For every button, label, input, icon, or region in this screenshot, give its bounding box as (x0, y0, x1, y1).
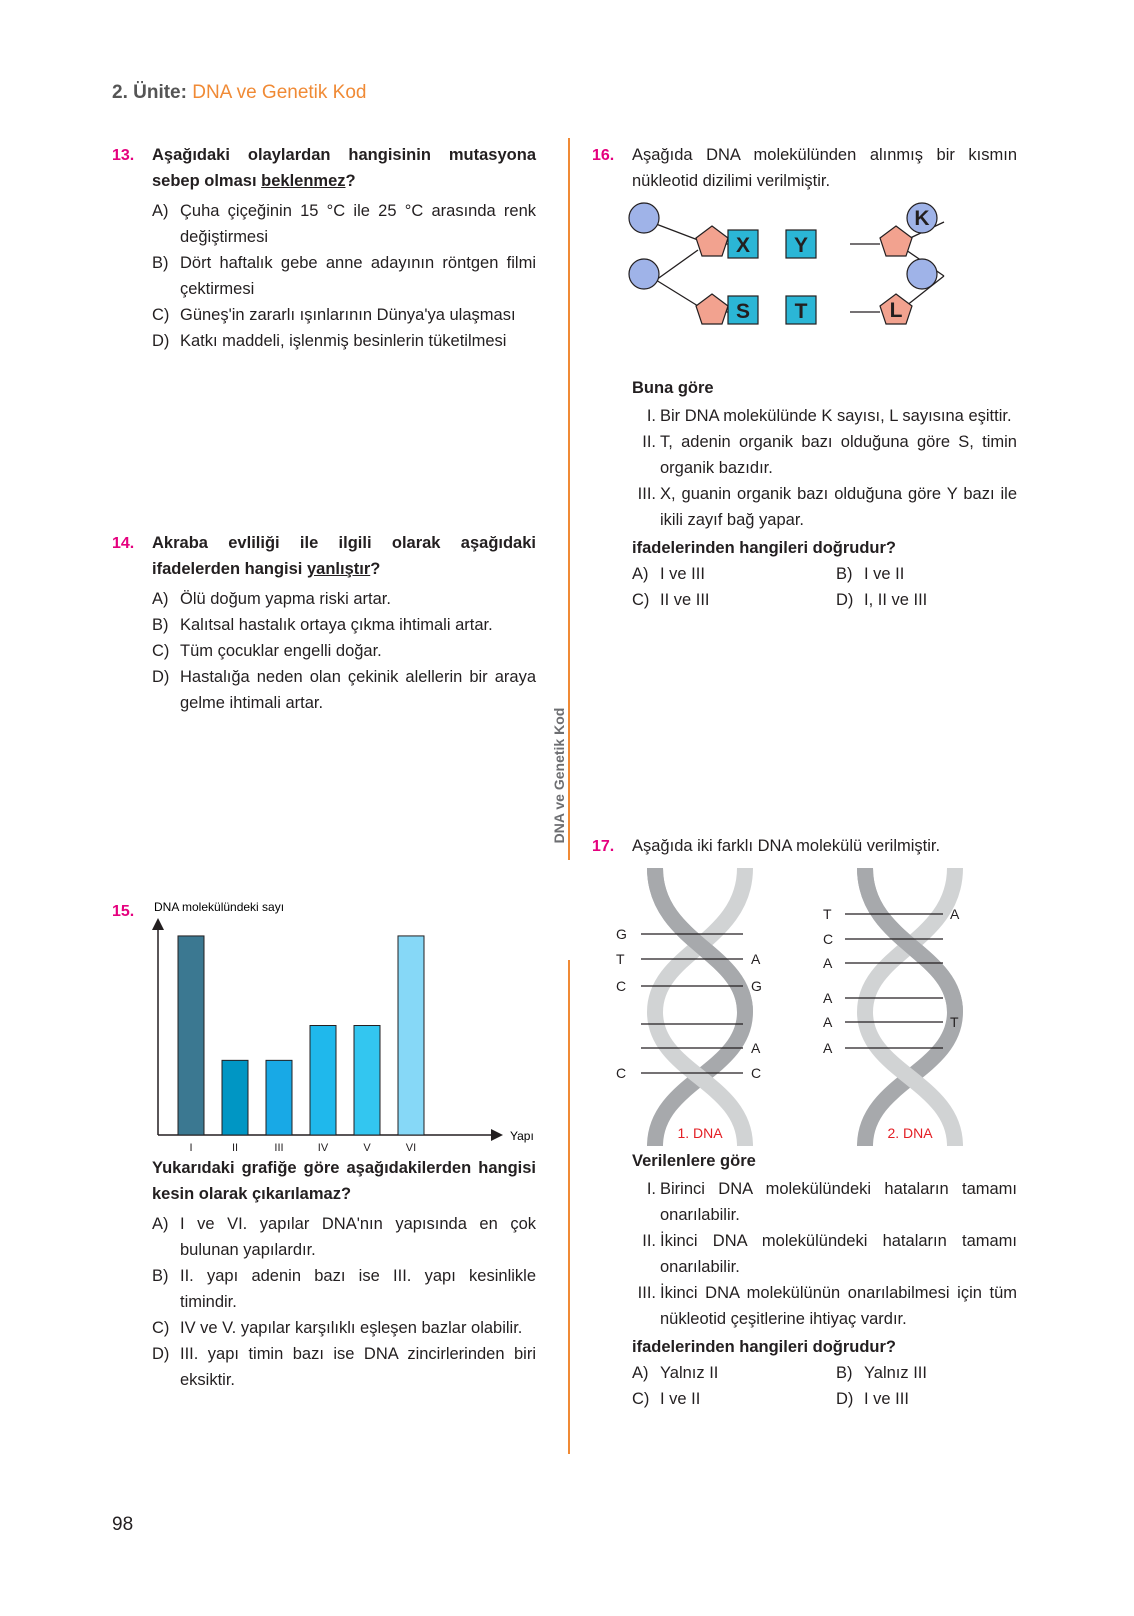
question-16-body (632, 375, 1017, 613)
bar-chart (140, 895, 550, 1170)
phosphate-circle (629, 203, 659, 233)
q17-statement-3: III. İkinci DNA molekülünün onarılabilmesi için tüm nükleotid çeşitlerine ihtiyaç vardır. (637, 1284, 1017, 1328)
base-label-y: Y (793, 234, 809, 257)
q14-stem-underlined: yanlıştır (306, 560, 371, 578)
q17-statement-1: I. Birinci DNA molekülündeki hataların tamamı onarılabilir. (646, 1180, 1017, 1224)
q16-question: ifadelerinden hangileri doğrudur? (632, 539, 897, 557)
q13-option-a: A) Çuha çiçeğinin 15 °C ile 25 °C arasında renk değiştirmesi (152, 202, 536, 246)
dna-1-helix (655, 868, 745, 1146)
dna2-right-base: T (950, 1014, 959, 1030)
question-17-body (632, 1148, 1017, 1412)
dna2-left-base: T (823, 906, 832, 922)
bar-VI (398, 936, 424, 1135)
label-l: L (889, 299, 903, 322)
column-divider-bottom (568, 960, 570, 1454)
q16-option-d: D) I, II ve III (836, 591, 928, 609)
q17-option-b: B) Yalnız III (836, 1364, 927, 1382)
phosphate-circle (907, 259, 937, 289)
q14-option-c: C) Tüm çocuklar engelli doğar. (152, 642, 382, 660)
sugar-pentagon (696, 294, 728, 324)
dna2-left-base: A (823, 955, 833, 971)
dna1-left-base: C (616, 978, 627, 994)
q13-stem: Aşağıdaki olaylardan hangisinin mutasyona sebep olması beklenmez? (152, 146, 536, 190)
dna1-right-base: C (751, 1065, 762, 1081)
q16-statement-1: I. Bir DNA molekülünde K sayısı, L sayısına eşittir. (646, 407, 1012, 425)
page-header (112, 82, 367, 104)
x-tick-label-III: III (274, 1142, 284, 1154)
sugar-pentagon (880, 226, 912, 256)
q17-intro: Aşağıda iki farklı DNA molekülü verilmiştir. (632, 837, 941, 855)
q14-option-d: D) Hastalığa neden olan çekinik alellerin bir araya gelme ihtimali artar. (152, 668, 536, 712)
q16-statement-3: III. X, guanin organik bazı olduğuna göre Y bazı ile ikili zayıf bağ yapar. (637, 485, 1017, 529)
x-tick-label-V: V (363, 1142, 371, 1154)
x-tick-label-IV: IV (317, 1142, 329, 1154)
dna2-label: 2. DNA (887, 1125, 933, 1141)
q16-number: 16. (592, 147, 615, 164)
dna2-right-base: A (950, 906, 960, 922)
chart-x-axis-label: Yapı (510, 1129, 534, 1143)
q16-option-a: A) I ve III (632, 565, 705, 583)
bar-II (222, 1060, 248, 1135)
q14-stem: Akraba evliliği ile ilgili olarak aşağıdaki ifadelerden hangisi yanlıştır? (152, 534, 536, 578)
base-label-s: S (735, 300, 751, 323)
q17-number: 17. (592, 838, 615, 855)
chart-y-axis-label: DNA molekülündeki sayı (154, 900, 285, 914)
q13-option-b: B) Dört haftalık gebe anne adayının röntgen filmi çektirmesi (152, 254, 536, 298)
q13-option-d: D) Katkı maddeli, işlenmiş besinlerin tüketilmesi (152, 332, 507, 350)
side-label: DNA ve Genetik Kod (551, 707, 567, 844)
base-label-x: X (735, 234, 751, 257)
q13-stem-underlined: beklenmez (261, 172, 346, 190)
dna2-left-base: A (823, 1014, 833, 1030)
q17-statement-2: II. İkinci DNA molekülündeki hataların tamamı onarılabilir. (642, 1232, 1017, 1276)
q15-option-d: D) III. yapı timin bazı ise DNA zincirlerinden biri eksiktir. (152, 1345, 536, 1389)
q14-number: 14. (112, 535, 135, 552)
base-label-t: T (794, 300, 808, 323)
sugar-pentagon (696, 226, 728, 256)
q16-option-b: B) I ve II (836, 565, 905, 583)
dna1-right-base: A (751, 1040, 761, 1056)
question-15 (152, 1155, 536, 1393)
x-tick-label-I: I (189, 1142, 193, 1154)
label-k: K (914, 207, 930, 230)
q13-number: 13. (112, 147, 135, 164)
q15-question: Yukarıdaki grafiğe göre aşağıdakilerden hangisi kesin olarak çıkarılamaz? (152, 1159, 536, 1203)
bar-I (178, 936, 204, 1135)
page-number: 98 (112, 1514, 134, 1535)
q16-statement-2: II. T, adenin organik bazı olduğuna göre S, timin organik bazıdır. (642, 433, 1017, 477)
q13-option-c: C) Güneş'in zararlı ışınlarının Dünya'ya ulaşması (152, 306, 516, 324)
q16-option-c: C) II ve III (632, 591, 710, 609)
q15-option-b: B) II. yapı adenin bazı ise III. yapı kesinlikle timindir. (152, 1267, 536, 1311)
q14-option-b: B) Kalıtsal hastalık ortaya çıkma ihtimali artar. (152, 616, 493, 634)
dna2-left-base: A (823, 990, 833, 1006)
bar-V (354, 1026, 380, 1135)
dna1-left-base: C (616, 1065, 627, 1081)
q17-option-c: C) I ve II (632, 1390, 701, 1408)
bar-IV (310, 1026, 336, 1135)
dna2-left-base: C (823, 931, 834, 947)
question-13 (152, 142, 536, 354)
unit-label: 2. Ünite: (112, 82, 187, 103)
dna1-left-base: T (616, 951, 625, 967)
q15-option-c: C) IV ve V. yapılar karşılıklı eşleşen bazlar olabilir. (152, 1319, 523, 1337)
x-tick-label-II: II (231, 1142, 239, 1154)
dna1-right-base: G (751, 978, 762, 994)
q16-lead: Buna göre (632, 379, 714, 397)
nucleotide-diagram (626, 200, 976, 342)
dna-2-helix (865, 868, 955, 1146)
dna1-label: 1. DNA (677, 1125, 723, 1141)
q14-option-a: A) Ölü doğum yapma riski artar. (152, 590, 391, 608)
question-14 (152, 530, 536, 716)
dna2-left-base: A (823, 1040, 833, 1056)
dna1-right-base: A (751, 951, 761, 967)
bar-III (266, 1060, 292, 1135)
unit-title: DNA ve Genetik Kod (192, 82, 367, 103)
q17-option-d: D) I ve III (836, 1390, 909, 1408)
q15-number: 15. (112, 903, 135, 920)
q17-option-a: A) Yalnız II (632, 1364, 719, 1382)
dna-molecules-diagram (616, 862, 1005, 1152)
q17-lead: Verilenlere göre (632, 1152, 756, 1170)
q16-intro: Aşağıda DNA molekülünden alınmış bir kısmın nükleotid dizilimi verilmiştir. (632, 146, 1017, 190)
x-tick-label-VI: VI (405, 1142, 417, 1154)
phosphate-circle (629, 259, 659, 289)
dna1-left-base: G (616, 926, 627, 942)
q17-question: ifadelerinden hangileri doğrudur? (632, 1338, 897, 1356)
q15-option-a: A) I ve VI. yapılar DNA'nın yapısında en çok bulunan yapılardır. (152, 1215, 536, 1259)
chart-bars (178, 936, 424, 1154)
